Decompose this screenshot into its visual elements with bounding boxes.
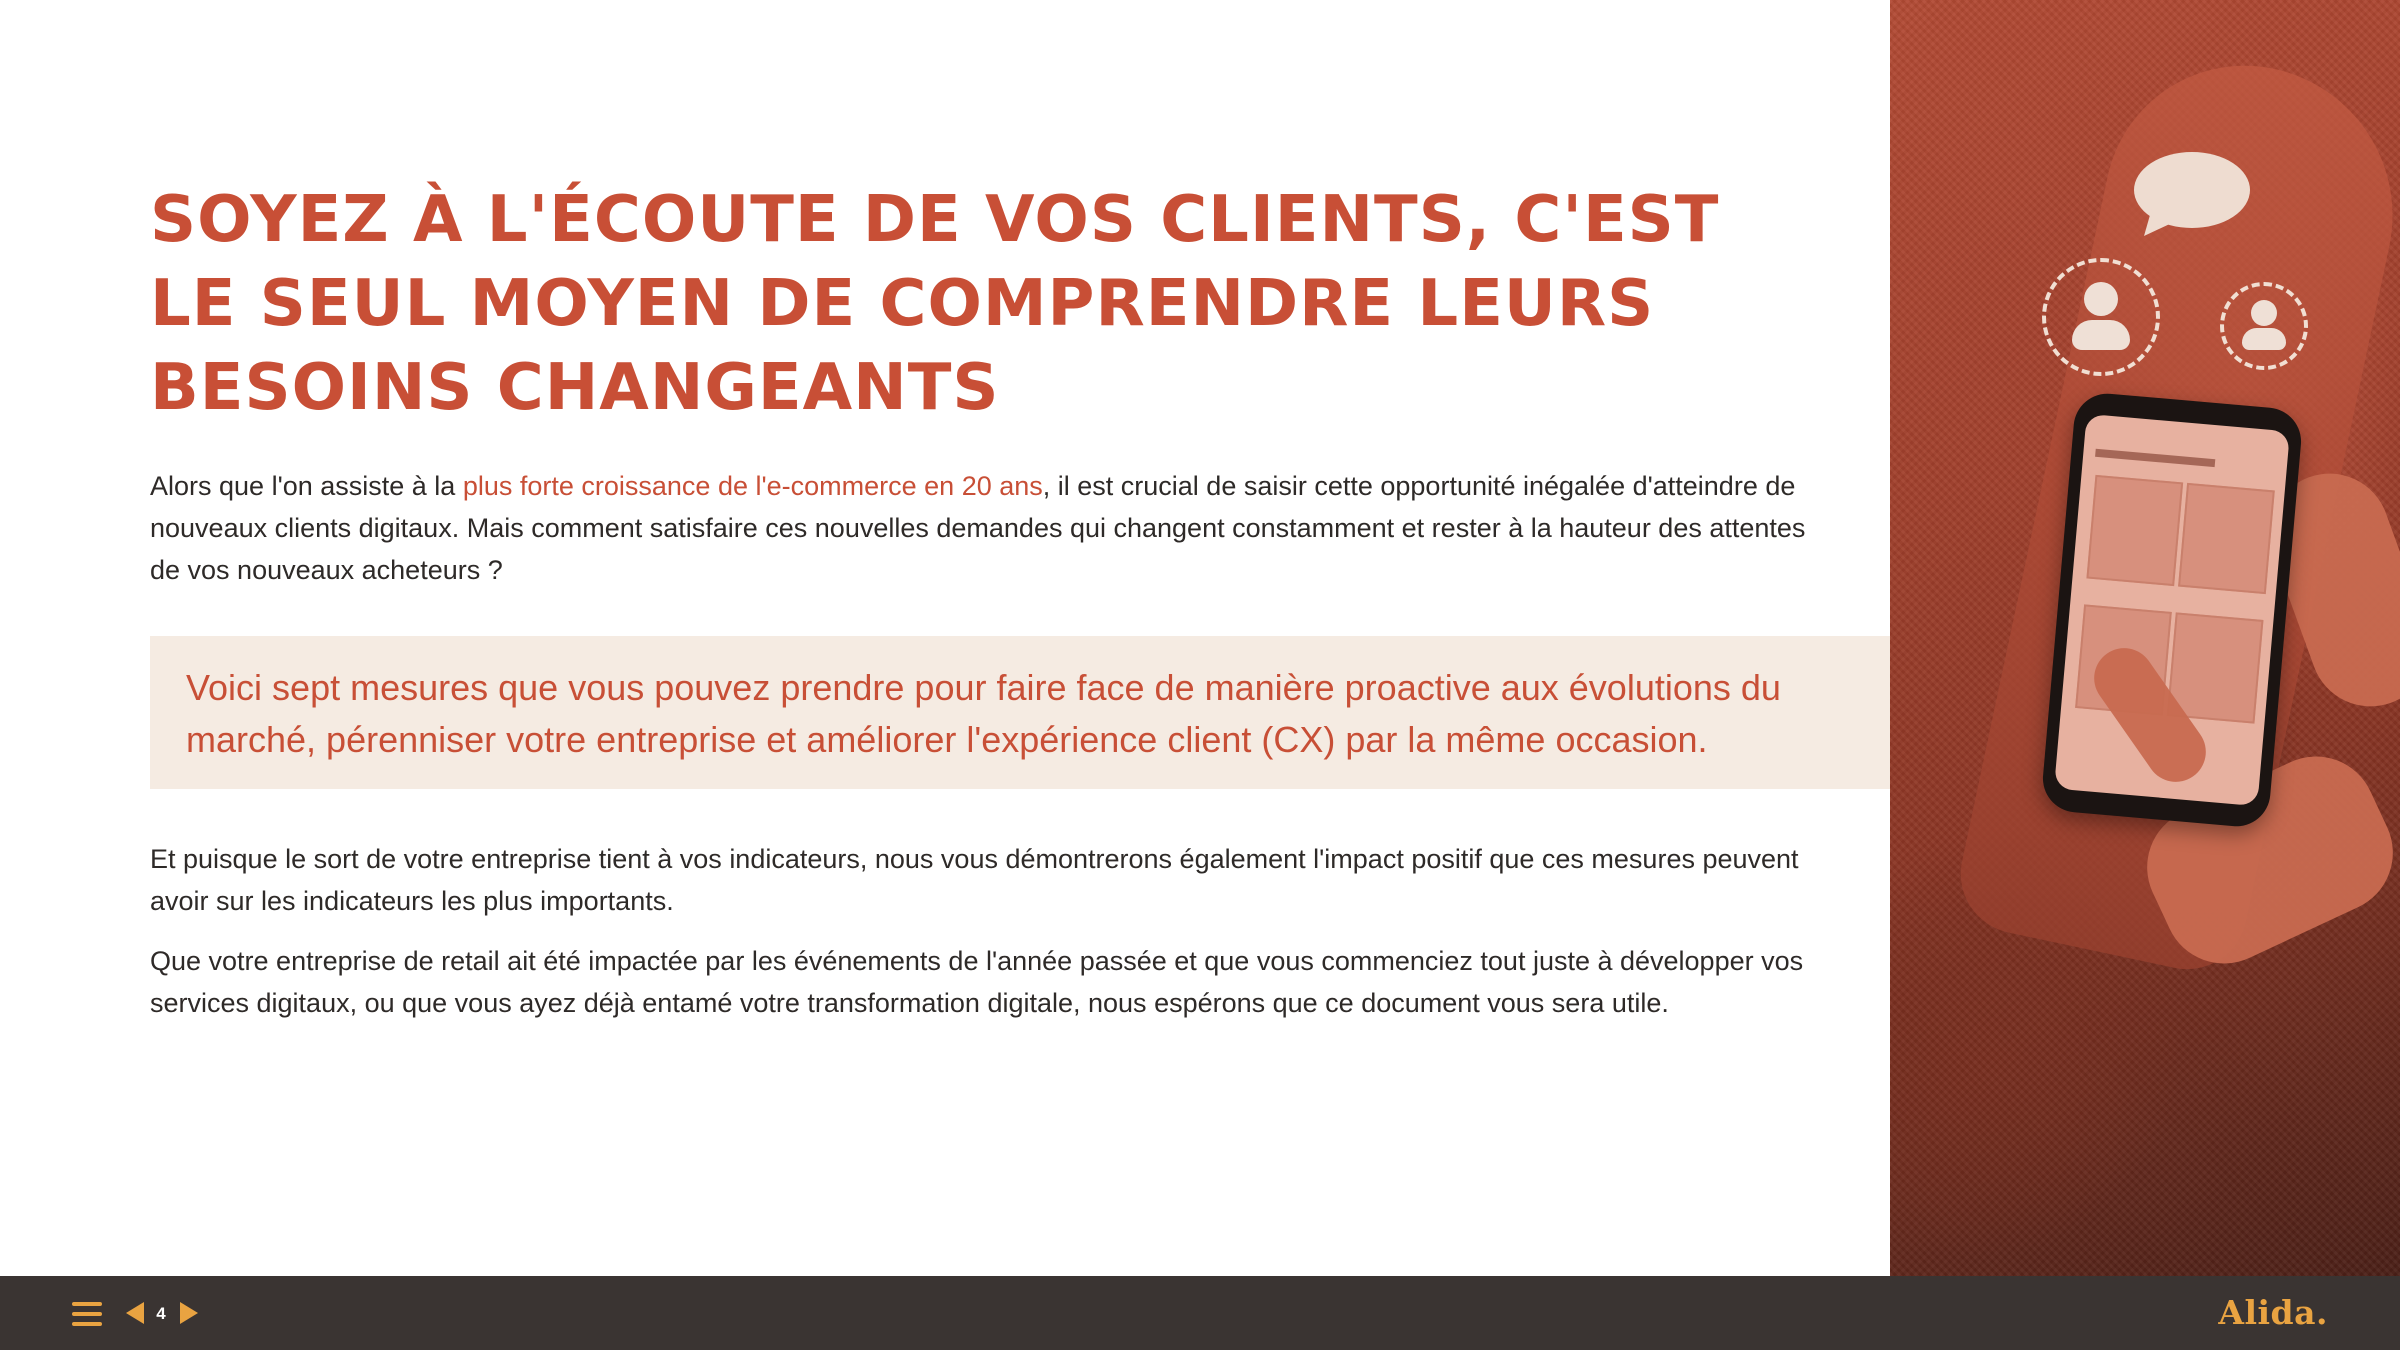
closing-paragraph: Que votre entreprise de retail ait été impactée par les événements de l'année passée et que vous commenciez tout juste à développer vos services digitaux, ou que vous ayez déjà entamé votre transformation digitale, nous espérons que ce document vous sera utile. [150, 946, 1804, 1018]
person-body [2242, 328, 2286, 350]
intro-text-before: Alors que l'on assiste à la [150, 471, 463, 501]
page-number: 4 [156, 1304, 166, 1323]
menu-line [72, 1312, 102, 1316]
callout-box [150, 636, 1940, 789]
speech-bubble-icon [2130, 150, 2250, 236]
intro-paragraph [150, 465, 1830, 591]
screen-product-tile [2086, 475, 2183, 586]
person-head [2084, 282, 2118, 316]
screen-product-tile [2178, 483, 2275, 594]
menu-line [72, 1322, 102, 1326]
hamburger-menu-icon[interactable] [72, 1298, 104, 1330]
person-icon [2220, 282, 2308, 370]
page-title: SOYEZ À L'ÉCOUTE DE VOS CLIENTS, C'EST LE SEUL MOYEN DE COMPRENDRE LEURS BESOINS CHANGEANTS [150, 183, 1720, 425]
alida-logo[interactable]: Alida. [2218, 1293, 2328, 1332]
person-body [2072, 320, 2130, 350]
intro-text-after: , il est crucial de saisir cette opportunité inégalée d'atteindre de nouveaux clients digitaux. Mais comment satisfaire ces nouvelles demandes qui changent constamment et rester à la hauteur des attentes de vos nouveaux acheteurs ? [150, 471, 1806, 585]
hero-photo [1890, 0, 2400, 1276]
footer-nav-bar [0, 1276, 2400, 1350]
social-icons-overlay [1890, 0, 2400, 400]
triangle-left-icon[interactable] [124, 1300, 146, 1326]
person-icon [2042, 258, 2160, 376]
screen-header-bar [2095, 449, 2215, 467]
person-head [2251, 300, 2277, 326]
triangle-right-icon[interactable] [178, 1300, 200, 1326]
metrics-paragraph: Et puisque le sort de votre entreprise tient à vos indicateurs, nous vous démontrerons également l'impact positif que ces mesures peuvent avoir sur les indicateurs les plus importants. [150, 844, 1799, 916]
ecommerce-growth-link[interactable]: plus forte croissance de l'e-commerce en 20 ans [462, 471, 1043, 501]
callout-text: Voici sept mesures que vous pouvez prendre pour faire face de manière proactive aux évolutions du marché, pérenniser votre entreprise et améliorer l'expérience client (CX) par la même occasion. [186, 667, 1781, 760]
menu-line [72, 1302, 102, 1306]
